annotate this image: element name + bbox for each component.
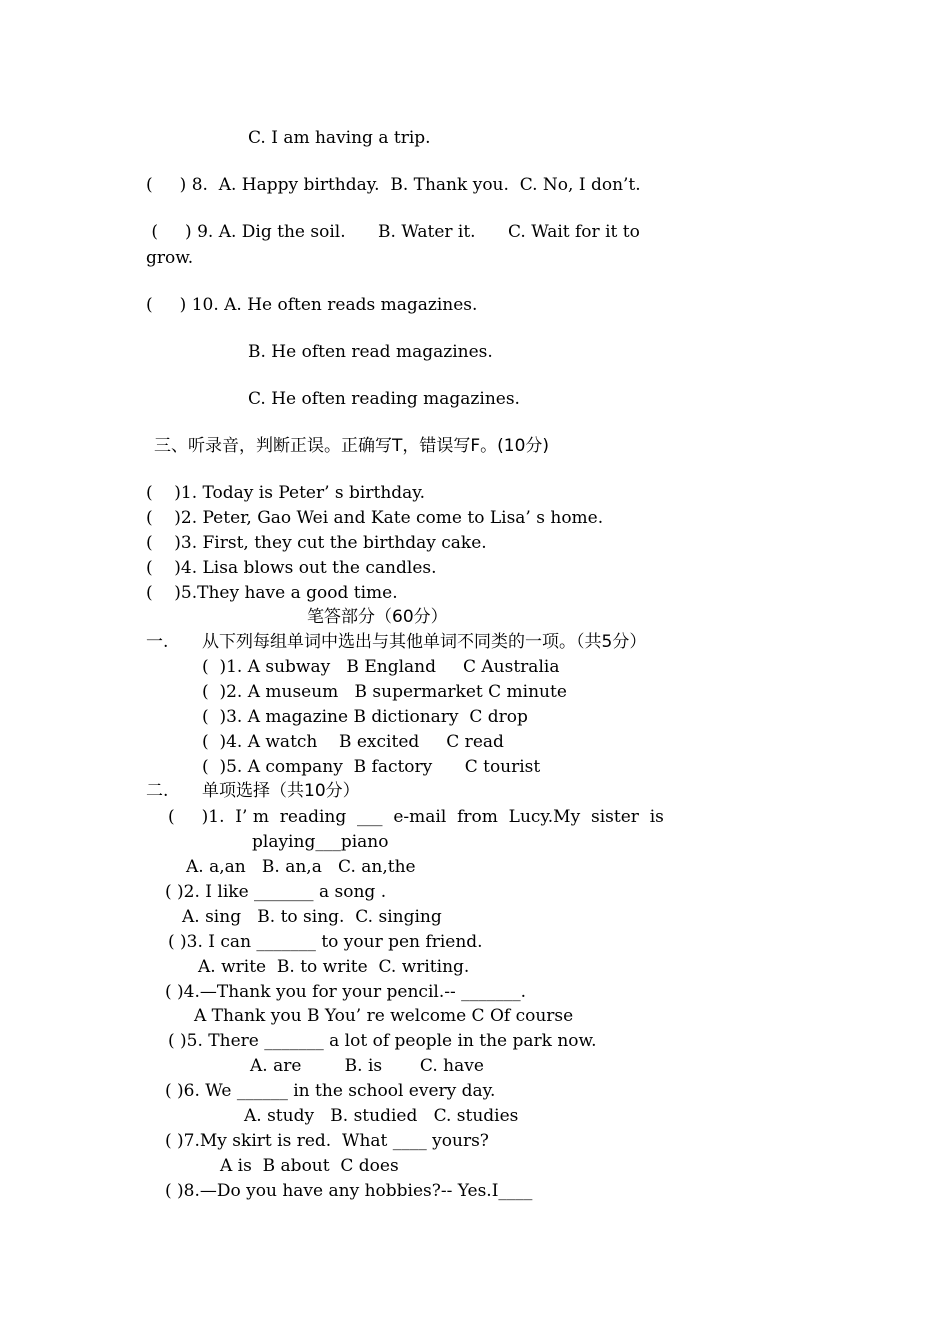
section2-title: 单项选择（共10分） (202, 781, 360, 801)
written-part-title: 笔答部分（60分） (307, 607, 448, 627)
choice-options: A is B about C does (220, 1156, 399, 1176)
choice-options: A. sing B. to sing. C. singing (182, 907, 442, 927)
q10-option-b: B. He often read magazines. (248, 342, 493, 362)
odd-one-out-item: ( )2. A museum B supermarket C minute (202, 682, 567, 702)
tf-item: ( )2. Peter, Gao Wei and Kate come to Lisa’ s home. (146, 508, 604, 528)
choice-options: A. write B. to write C. writing. (198, 957, 470, 977)
q9-line: ( ) 9. A. Dig the soil. B. Water it. C. Wait for it to (146, 222, 640, 242)
section2-number: 二. (146, 781, 169, 801)
choice-question: ( )8.—Do you have any hobbies?-- Yes.I____ (165, 1181, 533, 1201)
q9-line-wrap: grow. (146, 248, 194, 268)
choice-question: ( )6. We ______ in the school every day. (165, 1081, 496, 1101)
choice-options: A Thank you B You’ re welcome C Of course (194, 1006, 574, 1026)
choice-options: A. study B. studied C. studies (244, 1106, 519, 1126)
q7-option-c: C. I am having a trip. (248, 128, 431, 148)
odd-one-out-item: ( )1. A subway B England C Australia (202, 657, 560, 677)
choice-options: A. a,an B. an,a C. an,the (186, 857, 416, 877)
choice-options: A. are B. is C. have (250, 1056, 484, 1076)
q8-line: ( ) 8. A. Happy birthday. B. Thank you. C. No, I don’t. (146, 175, 641, 195)
tf-item: ( )5.They have a good time. (146, 583, 398, 603)
choice-question: ( )5. There _______ a lot of people in the park now. (168, 1031, 597, 1051)
section1-title: 从下列每组单词中选出与其他单词不同类的一项。（共5分） (202, 632, 647, 652)
section1-number: 一. (146, 632, 169, 652)
choice-question: ( )4.—Thank you for your pencil.-- _______. (165, 982, 527, 1002)
choice-question: ( )3. I can _______ to your pen friend. (168, 932, 483, 952)
odd-one-out-item: ( )3. A magazine B dictionary C drop (202, 707, 528, 727)
tf-item: ( )3. First, they cut the birthday cake. (146, 533, 487, 553)
section-title-listening-3: 三、听录音，判断正误。正确写T，错误写F。(10分) (154, 436, 550, 456)
choice-question: ( )7.My skirt is red. What ____ yours? (165, 1131, 489, 1151)
odd-one-out-item: ( )4. A watch B excited C read (202, 732, 504, 752)
q10-option-c: C. He often reading magazines. (248, 389, 520, 409)
choice-question: ( )1. I’ m reading ___ e-mail from Lucy.My sister is (168, 807, 664, 827)
tf-item: ( )1. Today is Peter’ s birthday. (146, 483, 426, 503)
odd-one-out-item: ( )5. A company B factory C tourist (202, 757, 541, 777)
q10-line: ( ) 10. A. He often reads magazines. (146, 295, 478, 315)
choice-question-wrap: playing___piano (252, 832, 389, 852)
tf-item: ( )4. Lisa blows out the candles. (146, 558, 437, 578)
choice-question: ( )2. I like _______ a song . (165, 882, 387, 902)
